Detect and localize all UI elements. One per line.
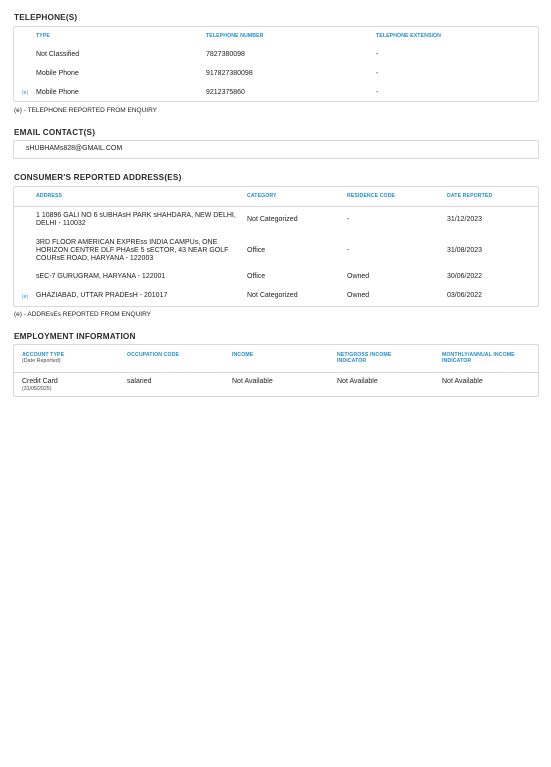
address-text: sEC-7 GURUGRAM, HARYANA - 122001 (36, 273, 166, 280)
address-text: GHAZIABAD, UTTAR PRADEsH - 201017 (36, 292, 168, 299)
address-category: Office (247, 247, 266, 254)
col-occupation-header: OCCUPATION CODE (127, 352, 180, 358)
address-date: 31/12/2023 (447, 216, 483, 223)
addresses-title: CONSUMER'S REPORTED ADDRESS(ES) (14, 173, 182, 182)
header-divider (14, 372, 538, 373)
email-value: sHUBHAMs828@GMAIL.COM (26, 145, 123, 152)
account-type: Credit Card (22, 378, 58, 385)
net-gross-value: Not Available (337, 378, 378, 385)
address-text: 3RD FLOOR AMERICAN EXPREss INDIA CAMPUs, ONE HORIZON CENTRE DLF PHAsE 5 sECTOR, 43 NEAR GOLF COURsE ROAD, HARYANA - 122003 (36, 239, 229, 263)
phone-extension: - (376, 70, 379, 77)
col-date-header: DATE REPORTED (447, 193, 493, 199)
telephones-table (13, 26, 539, 102)
phone-number: 7827380098 (206, 51, 245, 58)
col-account-header (22, 353, 64, 364)
monthly-annual-value: Not Available (442, 378, 483, 385)
account-header-sub: (Date Reported) (22, 357, 61, 364)
telephones-note: (e) - TELEPHONE REPORTED FROM ENQUIRY (14, 107, 158, 114)
header-divider (14, 206, 538, 207)
phone-extension: - (376, 89, 379, 96)
col-number-header: TELEPHONE NUMBER (206, 33, 264, 39)
telephones-title: TELEPHONE(S) (14, 13, 78, 22)
enquiry-marker: (e) (22, 90, 29, 96)
col-category-header: CATEGORY (247, 193, 277, 199)
email-box (13, 140, 539, 159)
address-text: 1 10896 GALI NO 6 sUBHAsH PARK sHAHDARA, NEW DELHI, DELHI - 110032 (36, 212, 236, 228)
address-residence: - (347, 216, 350, 223)
col-type-header: TYPE (36, 33, 50, 39)
addresses-table (13, 186, 539, 307)
col-residence-header: RESIDENCE CODE (347, 193, 396, 199)
account-header-label: ACCOUNT TYPE (22, 352, 65, 358)
col-monthly-header: MONTHLY/ANNUAL INCOME INDICATOR (442, 352, 515, 364)
col-income-header: INCOME (232, 352, 254, 358)
phone-number: 9212375860 (206, 89, 245, 96)
address-residence: Owned (347, 292, 370, 299)
address-residence: Owned (347, 273, 370, 280)
address-residence: - (347, 247, 350, 254)
enquiry-marker: (e) (22, 294, 29, 300)
employment-account (22, 378, 58, 392)
account-date: (31/05/2025) (22, 386, 52, 393)
occupation-code: salaried (127, 378, 152, 385)
col-netgross-header: NET/GROSS INCOME INDICATOR (337, 352, 392, 364)
address-category: Not Categorized (247, 292, 298, 299)
phone-number: 917827380098 (206, 70, 253, 77)
phone-type: Mobile Phone (36, 89, 79, 96)
phone-type: Mobile Phone (36, 70, 79, 77)
col-extension-header: TELEPHONE EXTENSION (376, 33, 442, 39)
addresses-note: (e) - ADDREsEs REPORTED FROM ENQUIRY (14, 311, 151, 318)
address-date: 03/06/2022 (447, 292, 483, 299)
col-address-header: ADDRESS (36, 193, 63, 199)
address-category: Office (247, 273, 266, 280)
address-date: 30/06/2022 (447, 273, 483, 280)
email-title: EMAIL CONTACT(S) (14, 128, 96, 137)
address-date: 31/08/2023 (447, 247, 483, 254)
phone-extension: - (376, 51, 379, 58)
address-category: Not Categorized (247, 216, 298, 223)
employment-table (13, 344, 539, 397)
phone-type: Not Classified (36, 51, 80, 58)
income-value: Not Available (232, 378, 273, 385)
employment-title: EMPLOYMENT INFORMATION (14, 332, 136, 341)
